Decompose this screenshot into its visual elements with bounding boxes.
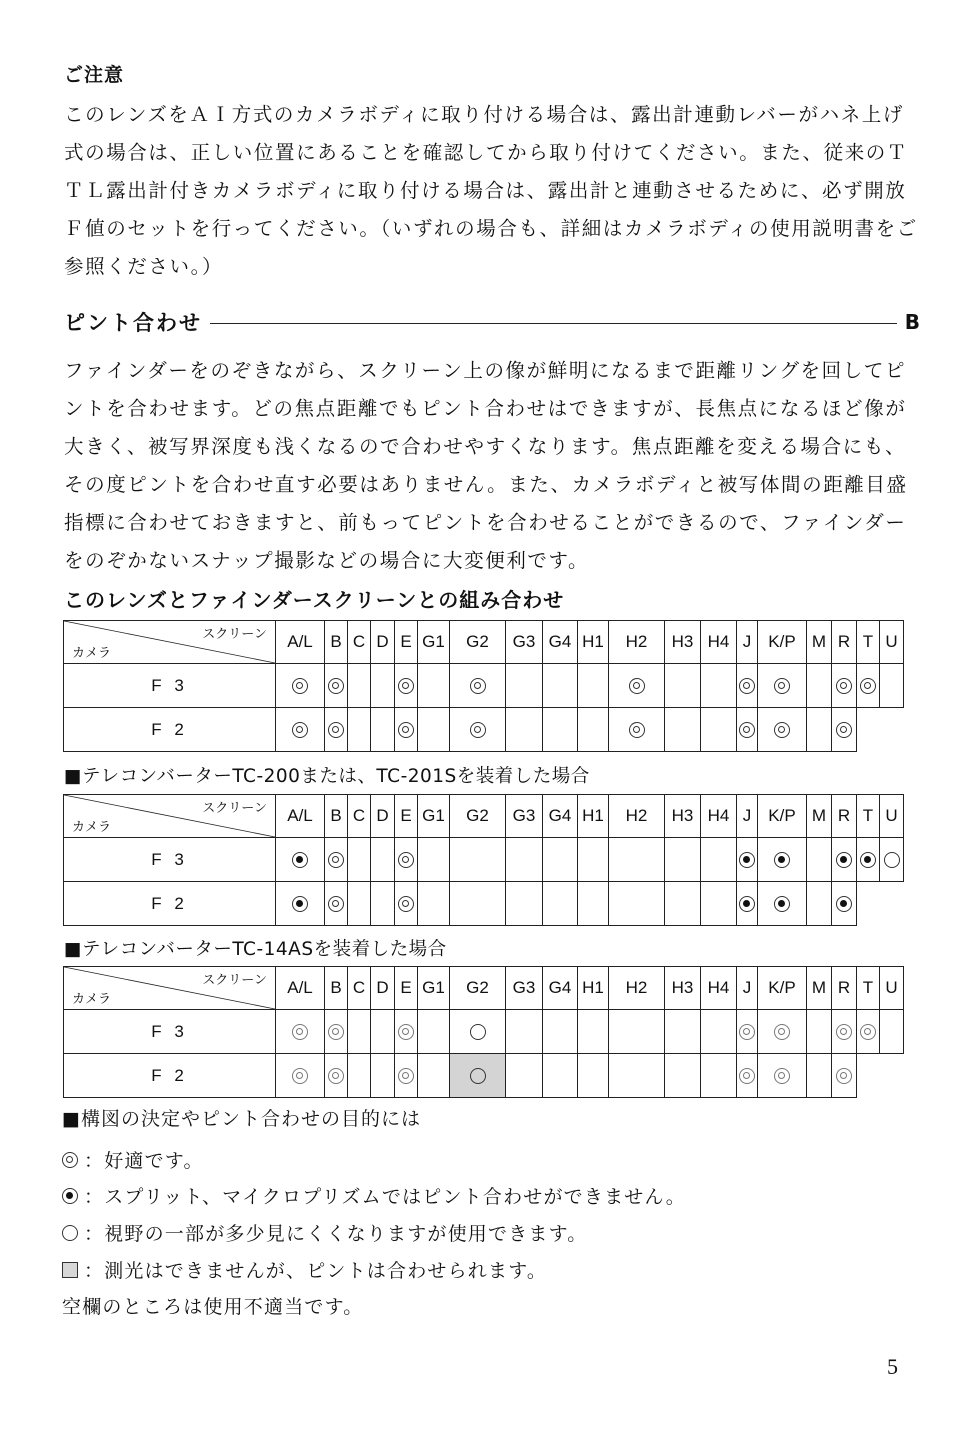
screen-header: G3 [506,967,543,1010]
compat-cell [348,838,371,882]
screen-compat-table [63,966,904,1098]
compat-cell [276,664,325,708]
table-row [64,708,904,752]
screen-header: T [857,621,880,664]
double-circle-icon [860,678,876,694]
double-circle-icon [739,722,755,738]
screen-header: K/P [758,795,807,838]
legend-split [62,1182,686,1209]
compat-cell [832,882,857,926]
compat-cell [832,664,857,708]
compat-cell [832,1010,857,1054]
double-circle-icon [739,1024,755,1040]
compat-cell [395,708,418,752]
compat-cell [665,708,701,752]
compat-cell [371,708,395,752]
empty-cell [880,882,904,926]
legend-good [62,1146,204,1173]
compat-cell [325,1010,348,1054]
screen-header: H2 [609,621,665,664]
compat-cell [395,882,418,926]
caution-text: このレンズをＡＩ方式のカメラボディに取り付ける場合は、露出計連動レバーがハネ上げ式の場合は、正しい位置にあることを確認してから取り付けてください。また、従来のＴＴＬ露出計付きカメラボディに取り付ける場合は、露出計と連動させるために、必ず開放Ｆ値のセットを行ってください。（いずれの場合も、詳細はカメラボディの使用説明書をご参照ください。） [64,103,918,278]
screen-label: スクリーン [202,972,267,987]
compat-cell [807,882,832,926]
compat-cell [276,1010,325,1054]
compat-cell [832,1054,857,1098]
screen-header: T [857,795,880,838]
camera-name: F 2 [64,708,276,752]
dotted-circle-icon [860,852,876,868]
compat-cell [395,664,418,708]
compat-cell [857,838,880,882]
legend-blank-text: 空欄のところは使用不適当です。 [62,1296,364,1318]
compat-cell [348,882,371,926]
focus-section-header [64,306,920,338]
double-circle-icon [739,1068,755,1084]
compat-cell [325,1054,348,1098]
compat-cell [665,882,701,926]
compat-cell [701,838,737,882]
table-header-row [64,795,904,838]
compat-cell [609,882,665,926]
legend-purpose: ■構図の決定やピント合わせの目的には [62,1108,421,1130]
compat-cell [609,664,665,708]
double-circle-icon [470,678,486,694]
dotted-circle-icon [739,852,755,868]
screen-header: G3 [506,621,543,664]
table-row [64,838,904,882]
compat-cell [758,1010,807,1054]
legend-metering-text: ：測光はできませんが、ピントは合わせられます。 [84,1260,548,1282]
compat-cell [276,838,325,882]
table-header-row [64,967,904,1010]
table-row [64,664,904,708]
legend-partial-text: ：視野の一部が多少見にくくなりますが使用できます。 [84,1223,588,1245]
screen-header: M [807,795,832,838]
compat-cell [506,838,543,882]
double-circle-icon [836,1068,852,1084]
table-row [64,882,904,926]
double-circle-icon [836,678,852,694]
double-circle-icon [860,1024,876,1040]
compat-cell [371,664,395,708]
legend-metering [62,1256,547,1283]
section-letter: B [904,310,920,334]
double-circle-icon [398,896,414,912]
double-circle-icon [398,722,414,738]
screen-header: E [395,621,418,664]
compat-cell [737,1054,758,1098]
screen-header: K/P [758,967,807,1010]
legend-blank [62,1292,363,1319]
compat-cell [325,708,348,752]
camera-name: F 3 [64,1010,276,1054]
compat-cell [701,708,737,752]
compat-cell [506,1054,543,1098]
screen-header: H4 [701,795,737,838]
compat-cell [325,838,348,882]
screen-header: U [880,621,904,664]
double-circle-icon [739,678,755,694]
screen-header: C [348,967,371,1010]
compat-cell [371,882,395,926]
camera-name: F 3 [64,838,276,882]
double-circle-icon [292,1024,308,1040]
compat-cell [450,838,506,882]
compat-cell [348,664,371,708]
compat-cell [832,708,857,752]
double-circle-icon [774,1024,790,1040]
screen-header: J [737,967,758,1010]
compat-cell [701,1010,737,1054]
compat-cell [418,838,450,882]
double-circle-icon [328,896,344,912]
screen-header: G2 [450,795,506,838]
double-circle-icon [328,722,344,738]
compat-cell [348,1010,371,1054]
compat-cell [578,664,609,708]
compat-cell [758,664,807,708]
empty-cell [857,1054,880,1098]
screen-header: G2 [450,621,506,664]
compat-cell [665,1054,701,1098]
page-number: 5 [887,1354,898,1379]
double-circle-icon [398,852,414,868]
camera-label: カメラ [72,819,112,834]
screen-header: E [395,795,418,838]
double-circle-icon [292,1068,308,1084]
compat-cell [578,708,609,752]
compat-cell [506,708,543,752]
table-row [64,1010,904,1054]
double-circle-icon [629,678,645,694]
compat-cell [418,664,450,708]
double-circle-icon [398,678,414,694]
compat-cell [609,1010,665,1054]
screen-header: B [325,795,348,838]
screen-header: R [832,621,857,664]
screen-header: G1 [418,967,450,1010]
double-circle-icon [292,722,308,738]
compat-cell [325,664,348,708]
camera-name: F 3 [64,664,276,708]
compat-cell [276,882,325,926]
screen-header: C [348,621,371,664]
screen-header: G1 [418,795,450,838]
screen-header: E [395,967,418,1010]
focus-text: ファインダーをのぞきながら、スクリーン上の像が鮮明になるまで距離リングを回してピントを合わせます。どの焦点距離でもピント合わせはできますが、長焦点になるほど像が大きく、被写界深度も浅くなるので合わせやすくなります。焦点距離を変える場合にも、その度ピントを合わせ直す必要はありません。また、カメラボディと被写体間の距離目盛指標に合わせておきますと、前もってピントを合わせることができるので、ファインダーをのぞかないスナップ撮影などの場合に大変便利です。 [64,359,908,572]
double-circle-icon [292,678,308,694]
screen-header: H3 [665,967,701,1010]
compat-cell [543,1010,578,1054]
compat-cell [371,1054,395,1098]
double-circle-icon [629,722,645,738]
compat-cell [832,838,857,882]
circle-icon [884,852,900,868]
compat-cell [395,1010,418,1054]
screen-header: M [807,621,832,664]
compat-cell [418,1010,450,1054]
compat-cell [807,1054,832,1098]
compat-cell [543,882,578,926]
compat-cell [578,1010,609,1054]
legend-partial [62,1219,587,1246]
compat-cell [578,1054,609,1098]
screen-label: スクリーン [202,800,267,815]
compat-cell [578,838,609,882]
table-corner [64,621,276,664]
camera-label: カメラ [72,645,112,660]
compat-cell [758,708,807,752]
compat-cell [395,838,418,882]
dotted-circle-icon [836,852,852,868]
compat-cell [450,882,506,926]
screen-header: J [737,621,758,664]
compat-cell [418,882,450,926]
section-rule [210,323,897,324]
compat-cell [880,838,904,882]
table-header-row [64,621,904,664]
screen-compat-table [63,620,904,752]
table-corner [64,967,276,1010]
compat-cell [609,1054,665,1098]
screen-header: H4 [701,967,737,1010]
compat-cell [737,664,758,708]
compat-cell [450,708,506,752]
compat-cell [450,1054,506,1098]
screen-header: G4 [543,795,578,838]
double-circle-icon [328,1024,344,1040]
compat-cell [807,838,832,882]
camera-label: カメラ [72,991,112,1006]
screen-header: G2 [450,967,506,1010]
screen-label: スクリーン [202,626,267,641]
camera-name: F 2 [64,1054,276,1098]
dotted-circle-icon [62,1188,78,1204]
screen-header: A/L [276,795,325,838]
dotted-circle-icon [836,896,852,912]
compat-cell [665,664,701,708]
empty-cell [880,708,904,752]
double-circle-icon [836,1024,852,1040]
compat-cell [578,882,609,926]
screen-header: D [371,621,395,664]
screen-header: G1 [418,621,450,664]
compat-cell [880,1010,904,1054]
compat-cell [807,664,832,708]
screen-header: K/P [758,621,807,664]
compat-cell [348,708,371,752]
dotted-circle-icon [774,896,790,912]
screen-header: G4 [543,967,578,1010]
compat-cell [880,664,904,708]
compat-cell [506,664,543,708]
shaded-square-icon [62,1262,78,1278]
compat-cell [543,708,578,752]
double-circle-icon [328,1068,344,1084]
compat-cell [418,708,450,752]
screen-header: U [880,967,904,1010]
screen-header: H1 [578,967,609,1010]
compat-cell [348,1054,371,1098]
double-circle-icon [328,852,344,868]
compat-cell [276,1054,325,1098]
compat-cell [609,838,665,882]
compat-cell [857,664,880,708]
compat-cell [737,838,758,882]
screen-header: B [325,967,348,1010]
combo-heading: このレンズとファインダースクリーンとの組み合わせ [64,588,565,612]
screen-header: B [325,621,348,664]
dotted-circle-icon [739,896,755,912]
double-circle-icon [774,678,790,694]
screen-header: U [880,795,904,838]
compat-cell [506,882,543,926]
double-circle-icon [836,722,852,738]
double-circle-icon [62,1152,78,1168]
compat-cell [701,664,737,708]
focus-title: ピント合わせ [64,311,202,335]
empty-cell [880,1054,904,1098]
screen-header: G4 [543,621,578,664]
screen-header: H3 [665,795,701,838]
compat-cell [450,1010,506,1054]
screen-header: H3 [665,621,701,664]
compat-cell [543,664,578,708]
empty-cell [857,882,880,926]
compat-cell [543,838,578,882]
compat-cell [758,1054,807,1098]
screen-compat-table [63,794,904,926]
screen-header: A/L [276,967,325,1010]
screen-header: R [832,967,857,1010]
double-circle-icon [774,1068,790,1084]
dotted-circle-icon [292,896,308,912]
compat-cell [758,882,807,926]
screen-header: G3 [506,795,543,838]
compat-cell [371,838,395,882]
screen-header: H1 [578,795,609,838]
compat-cell [609,708,665,752]
table-caption: ■テレコンバーターTC-14ASを装着した場合 [64,939,447,960]
screen-header: A/L [276,621,325,664]
compat-cell [395,1054,418,1098]
screen-header: H2 [609,967,665,1010]
compat-cell [701,1054,737,1098]
compat-cell [737,1010,758,1054]
screen-header: R [832,795,857,838]
double-circle-icon [774,722,790,738]
compat-cell [665,1010,701,1054]
legend-split-text: ：スプリット、マイクロプリズムではピント合わせができません。 [84,1186,687,1208]
screen-header: H4 [701,621,737,664]
compat-cell [857,1010,880,1054]
screen-header: C [348,795,371,838]
screen-header: T [857,967,880,1010]
circle-icon [470,1024,486,1040]
empty-cell [857,708,880,752]
compat-cell [418,1054,450,1098]
compat-cell [737,708,758,752]
camera-name: F 2 [64,882,276,926]
screen-header: D [371,795,395,838]
screen-header: H1 [578,621,609,664]
compat-cell [276,708,325,752]
screen-header: H2 [609,795,665,838]
table-corner [64,795,276,838]
compat-cell [325,882,348,926]
compat-cell [807,1010,832,1054]
screen-header: J [737,795,758,838]
compat-cell [371,1010,395,1054]
compat-cell [807,708,832,752]
double-circle-icon [470,722,486,738]
double-circle-icon [398,1068,414,1084]
double-circle-icon [328,678,344,694]
compat-cell [737,882,758,926]
screen-header: M [807,967,832,1010]
compat-cell [543,1054,578,1098]
circle-icon [470,1068,486,1084]
compat-cell [665,838,701,882]
circle-icon [62,1225,78,1241]
compat-cell [701,882,737,926]
double-circle-icon [398,1024,414,1040]
dotted-circle-icon [292,852,308,868]
screen-header: D [371,967,395,1010]
compat-cell [450,664,506,708]
compat-cell [506,1010,543,1054]
table-row [64,1054,904,1098]
dotted-circle-icon [774,852,790,868]
legend-good-text: ：好適です。 [84,1150,204,1172]
caution-heading: ご注意 [64,64,125,86]
table-caption: ■テレコンバーターTC-200または、TC-201Sを装着した場合 [64,766,590,787]
compat-cell [758,838,807,882]
